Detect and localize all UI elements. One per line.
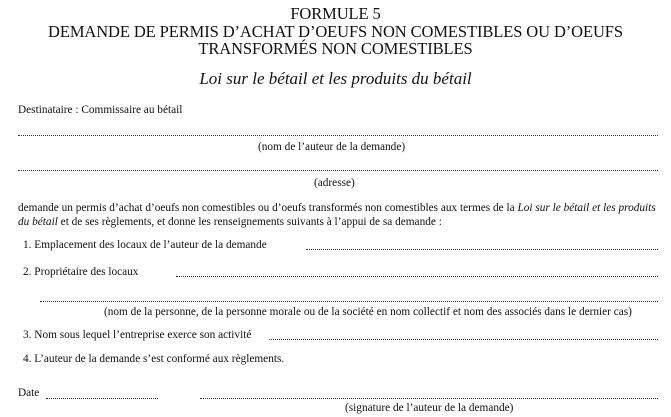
form-heading-line-1: DEMANDE DE PERMIS D’ACHAT D’OEUFS NON COMESTIBLES OU D’OEUFS: [48, 22, 623, 41]
premises-owner-field-1[interactable]: [176, 276, 658, 277]
form-title: FORMULE 5: [290, 4, 381, 23]
date-label: Date: [18, 387, 40, 399]
signature-caption: (signature de l’auteur de la demande): [345, 402, 514, 414]
request-text-part-1: demande un permis d’achat d’oeufs non comestibles ou d’oeufs transformés non comestibles aux termes de la: [18, 202, 518, 214]
address-field[interactable]: [18, 170, 658, 171]
item-3-label: 3. Nom sous lequel l’entreprise exerce son activité: [23, 329, 252, 341]
request-act-reference: Loi sur le bétail et les produits du bétail: [18, 202, 656, 228]
request-text-part-2: et de ses règlements, et donne les renseignements suivants à l’appui de sa demande :: [57, 215, 442, 228]
address-caption: (adresse): [314, 177, 355, 189]
item-2-label: 2. Propriétaire des locaux: [23, 266, 139, 278]
owner-caption: (nom de la personne, de la personne morale ou de la société en nom collectif et nom des associés dans le dernier cas): [104, 306, 632, 318]
signature-field[interactable]: [200, 398, 658, 399]
business-name-field[interactable]: [269, 339, 658, 340]
item-1-label: 1. Emplacement des locaux de l’auteur de la demande: [23, 239, 267, 251]
form-heading-line-2: TRANSFORMÉS NON COMESTIBLES: [198, 39, 473, 58]
applicant-name-field[interactable]: [18, 135, 658, 136]
applicant-name-caption: (nom de l’auteur de la demande): [258, 141, 406, 153]
item-4-label: 4. L’auteur de la demande s’est conformé aux règlements.: [23, 353, 285, 365]
date-field[interactable]: [46, 398, 158, 399]
premises-owner-field-2[interactable]: [40, 301, 658, 302]
premises-location-field[interactable]: [306, 249, 658, 250]
recipient-label: Destinataire : Commissaire au bétail: [18, 104, 183, 116]
act-title: Loi sur le bétail et les produits du bétail: [199, 69, 472, 88]
request-paragraph: [18, 202, 658, 229]
